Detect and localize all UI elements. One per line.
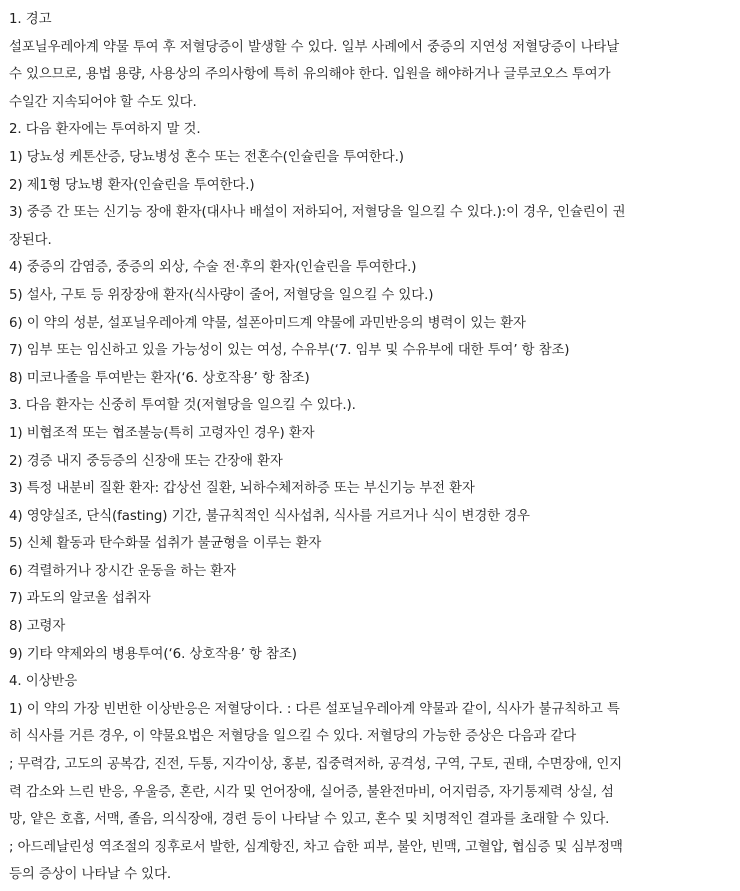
section-heading-warning: 1. 경고 [9, 12, 52, 27]
list-item: 2) 경증 내지 중등증의 신장애 또는 간장애 환자 [9, 453, 283, 469]
text-line: 수 있으므로, 용법 용량, 사용상의 주의사항에 특히 유의해야 한다. 입원을 해야하거나 글루코오스 투여가 [9, 67, 611, 83]
text-line: 수일간 지속되어야 할 수도 있다. [9, 94, 197, 110]
list-item: 1) 당뇨성 케톤산증, 당뇨병성 혼수 또는 전혼수(인슐린을 투여한다.) [9, 149, 404, 165]
list-item: 9) 기타 약제와의 병용투여(‘6. 상호작용’ 항 참조) [9, 646, 297, 662]
list-item: 3) 특정 내분비 질환 환자: 갑상선 질환, 뇌하수체저하증 또는 부신기능 부전 환자 [9, 481, 475, 497]
list-item: 8) 고령자 [9, 619, 66, 635]
text-line: ; 아드레날린성 역조절의 징후로서 발한, 심계항진, 차고 습한 피부, 불안, 빈맥, 고혈압, 협심증 및 심부정맥 [9, 839, 623, 855]
list-item: 2) 제1형 당뇨병 환자(인슐린을 투여한다.) [9, 177, 255, 193]
section-heading-contraindications: 2. 다음 환자에는 투여하지 말 것. [9, 122, 201, 138]
list-item: 8) 미코나졸을 투여받는 환자(‘6. 상호작용’ 항 참조) [9, 370, 310, 386]
list-item: 7) 과도의 알코올 섭취자 [9, 591, 151, 607]
list-item: 6) 격렬하거나 장시간 운동을 하는 환자 [9, 563, 236, 579]
list-item: 1) 비협조적 또는 협조불능(특히 고령자인 경우) 환자 [9, 425, 315, 441]
text-line: 설포닐우레아계 약물 투여 후 저혈당증이 발생할 수 있다. 일부 사례에서 중증의 지연성 저혈당증이 나타날 [9, 39, 620, 55]
text-line: 등의 증상이 나타날 수 있다. [9, 867, 171, 883]
list-item: 7) 임부 또는 임신하고 있을 가능성이 있는 여성, 수유부(‘7. 임부 및 수유부에 대한 투여’ 항 참조) [9, 343, 570, 359]
section-heading-adverse-reactions: 4. 이상반응 [9, 674, 78, 690]
list-item: 1) 이 약의 가장 빈번한 이상반응은 저혈당이다. : 다른 설포닐우레아계 약물과 같이, 식사가 불규칙하고 특 [9, 701, 620, 717]
list-item: 5) 신체 활동과 탄수화물 섭취가 불균형을 이루는 환자 [9, 536, 322, 552]
text-line: 장된다. [9, 232, 52, 248]
text-line: 력 감소와 느린 반응, 우울증, 혼란, 시각 및 언어장애, 실어증, 불완전마비, 어지럼증, 자기통제력 상실, 섬 [9, 784, 614, 800]
text-line: ; 무력감, 고도의 공복감, 진전, 두통, 지각이상, 홍분, 집중력저하, 공격성, 구역, 구토, 권태, 수면장애, 인지 [9, 757, 623, 773]
list-item: 3) 중증 간 또는 신기능 장애 환자(대사나 배설이 저하되어, 저혈당을 일으킬 수 있다.):이 경우, 인슐린이 권 [9, 205, 626, 221]
list-item: 4) 영양실조, 단식(fasting) 기간, 불규칙적인 식사섭취, 식사를 거르거나 식이 변경한 경우 [9, 508, 530, 524]
list-item: 5) 설사, 구토 등 위장장애 환자(식사량이 줄어, 저혈당을 일으킬 수 있다.) [9, 287, 434, 303]
text-line: 히 식사를 거른 경우, 이 약물요법은 저혈당을 일으킬 수 있다. 저혈당의 가능한 증상은 다음과 같다 [9, 729, 577, 745]
list-item: 4) 중증의 감염증, 중증의 외상, 수술 전·후의 환자(인슐린을 투여한다.) [9, 260, 417, 276]
list-item: 6) 이 약의 성분, 설포닐우레아계 약물, 설폰아미드계 약물에 과민반응의 병력이 있는 환자 [9, 315, 526, 331]
section-heading-precautions: 3. 다음 환자는 신중히 투여할 것(저혈당을 일으킬 수 있다.). [9, 398, 356, 414]
text-line: 망, 얕은 호흡, 서맥, 졸음, 의식장애, 경련 등이 나타날 수 있고, 혼수 및 치명적인 결과를 초래할 수 있다. [9, 812, 610, 828]
